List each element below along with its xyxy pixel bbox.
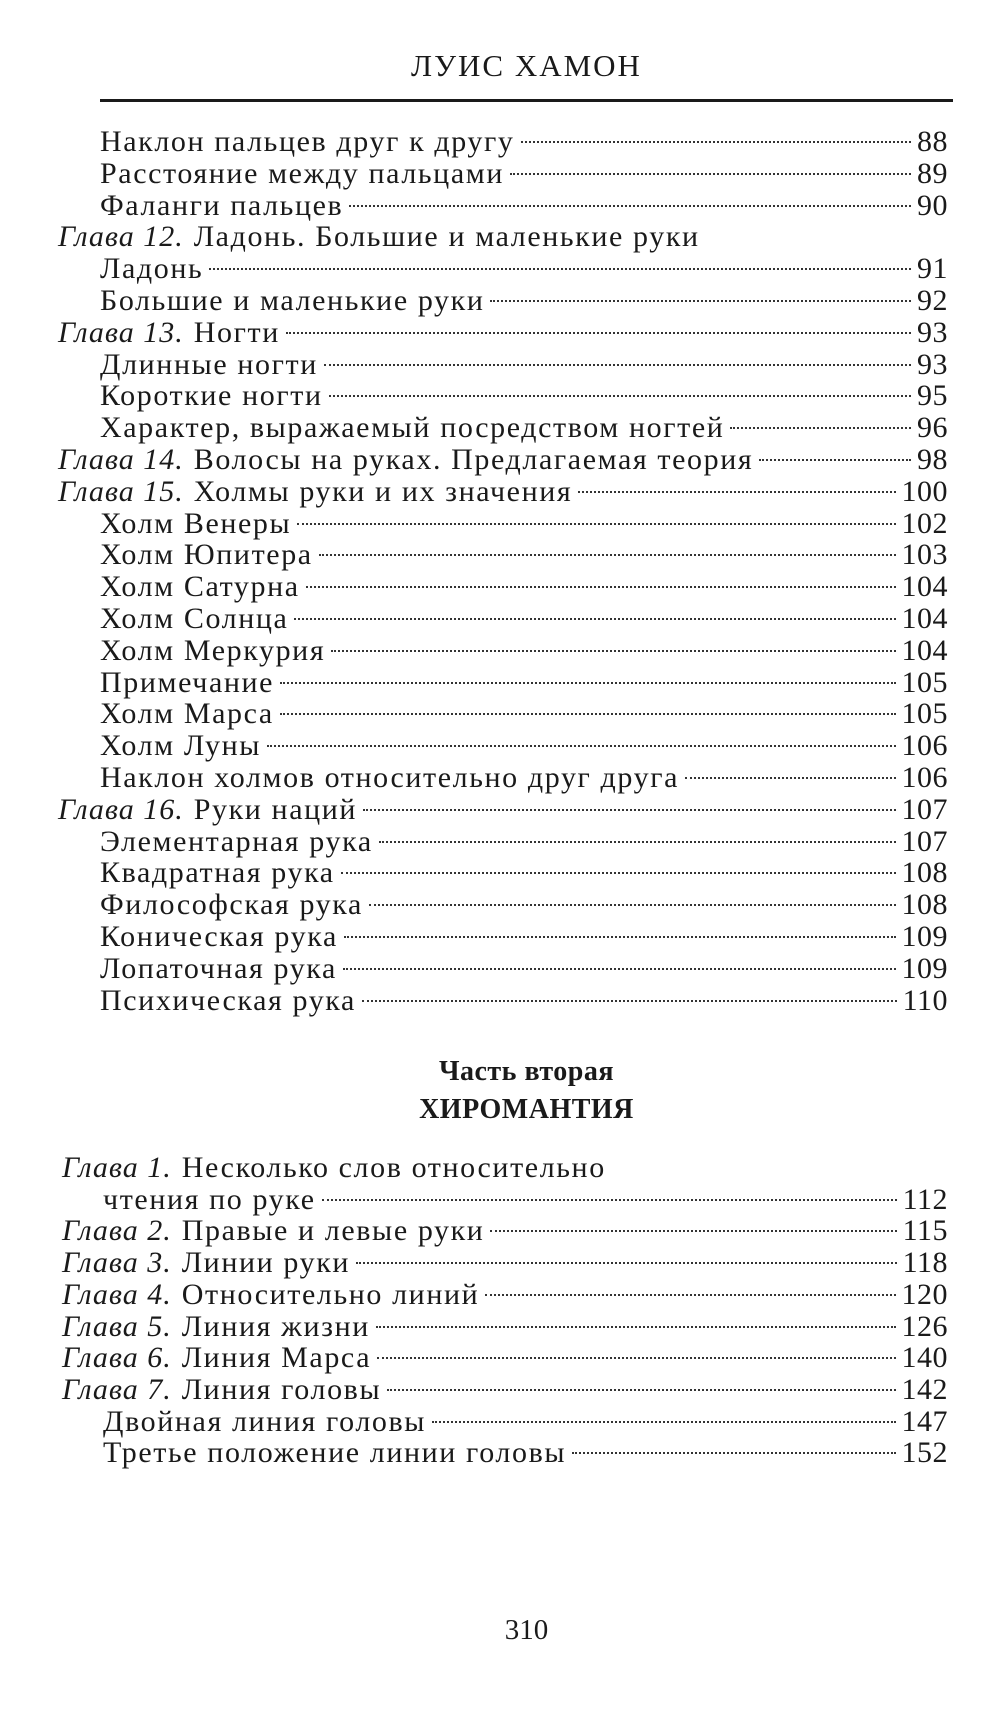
toc-entry-title: Холм Сатурна [100, 570, 300, 604]
toc-entry [58, 315, 948, 351]
toc-entry [62, 1150, 606, 1186]
toc-page-number: 89 [917, 156, 948, 190]
chapter-number: Глава 14. [58, 443, 184, 476]
toc-entry [100, 951, 948, 987]
toc-entry [100, 855, 948, 891]
leader-dots [376, 1326, 896, 1328]
toc-entry-label-group [100, 601, 288, 637]
toc-page-number: 98 [917, 443, 948, 476]
toc-page-number: 103 [901, 538, 948, 572]
toc-entry-title: Линия жизни [181, 1309, 370, 1343]
toc-entry-label-group [100, 156, 504, 192]
leader-dots [485, 1294, 895, 1296]
toc-page-number: 105 [901, 665, 948, 699]
toc-entry-label-group [100, 410, 724, 446]
toc-entry-label-group [100, 824, 373, 860]
toc-page-number: 126 [901, 1309, 948, 1343]
toc-entry-title: Лопаточная рука [100, 951, 337, 985]
toc-entry-label-group [100, 983, 356, 1019]
leader-dots [369, 904, 896, 906]
leader-dots [280, 682, 895, 684]
toc-entry-label-group [100, 919, 338, 955]
chapter-number: Глава 16. [58, 792, 184, 826]
leader-dots [490, 1230, 896, 1232]
toc-entry [103, 1404, 948, 1440]
toc-entry [62, 1277, 948, 1313]
toc-entry-title: Линия Марса [181, 1341, 372, 1375]
toc-page-number: 109 [901, 920, 948, 953]
toc-entry [100, 283, 948, 319]
toc-entry-label-group [100, 537, 313, 573]
toc-entry-label-group [100, 887, 363, 923]
toc-entry-label-group [100, 665, 274, 701]
page-number: 310 [504, 1614, 549, 1646]
leader-dots [306, 586, 896, 588]
toc-page-number: 115 [902, 1214, 948, 1248]
toc-page-number: 104 [901, 570, 948, 604]
toc-page-number: 118 [902, 1246, 948, 1280]
toc-page-number: 104 [901, 602, 948, 635]
toc-entry [62, 1245, 948, 1281]
toc-entry-label-group [100, 506, 291, 542]
toc-page-number: 88 [917, 125, 948, 158]
toc-entry-label-group [62, 1277, 479, 1313]
leader-dots [294, 618, 895, 620]
leader-dots [362, 1000, 897, 1002]
toc-entry-title: Волосы на руках. Предлагаемая теория [193, 443, 754, 476]
toc-entry [100, 919, 948, 955]
toc-page-number: 96 [917, 411, 948, 445]
chapter-number: Глава 2. [62, 1214, 172, 1248]
toc-entry-label-group [100, 283, 484, 319]
leader-dots [521, 141, 911, 143]
toc-entry-label-group [58, 474, 572, 510]
toc-entry [100, 251, 948, 287]
toc-entry [58, 474, 948, 510]
toc-page-number: 104 [901, 633, 948, 667]
toc-entry-title: Ладонь [100, 252, 204, 286]
part-title: ХИРОМАНТИЯ [419, 1094, 634, 1125]
toc-entry-label-group [62, 1213, 484, 1249]
toc-page-number: 93 [917, 315, 948, 349]
toc-entry [103, 1435, 948, 1471]
toc-entry [100, 537, 948, 573]
toc-entry [62, 1309, 948, 1345]
toc-entry-label-group [100, 347, 318, 383]
leader-dots [510, 173, 911, 175]
toc-entry [58, 792, 948, 828]
toc-entry-label-group [100, 728, 261, 764]
toc-entry-title: Коническая рука [100, 920, 338, 953]
toc-entry-title: Примечание [100, 665, 275, 699]
toc-page-number: 110 [902, 983, 948, 1017]
toc-entry-label-group [100, 855, 335, 891]
toc-entry-label-group [100, 188, 343, 224]
toc-page-number: 152 [901, 1436, 948, 1470]
leader-dots [324, 364, 911, 366]
leader-dots [267, 745, 895, 747]
toc-entry [62, 1213, 948, 1249]
toc-entry-title: Философская рука [100, 888, 363, 922]
toc-entry-title: Холм Меркурия [100, 633, 326, 667]
toc-page-number: 91 [917, 252, 948, 286]
toc-page-number: 147 [901, 1404, 948, 1438]
toc-entry-label-group [100, 251, 203, 287]
leader-dots [341, 872, 896, 874]
toc-page-number: 93 [917, 347, 948, 381]
leader-dots [387, 1389, 895, 1391]
leader-dots [286, 332, 911, 334]
toc-entry [62, 1340, 948, 1376]
toc-entry-label-group [58, 442, 753, 478]
chapter-number: Глава 12. [58, 220, 184, 254]
toc-page-number: 112 [902, 1182, 948, 1216]
leader-dots [331, 650, 895, 652]
toc-entry-title: Расстояние между пальцами [100, 156, 504, 190]
leader-dots [280, 713, 896, 715]
leader-dots [356, 1262, 897, 1264]
header-rule [100, 99, 953, 102]
leader-dots [572, 1452, 895, 1454]
toc-entry-label-group [100, 696, 274, 732]
toc-entry [100, 728, 948, 764]
toc-entry-title: Холм Солнца [100, 602, 289, 635]
toc-entry [58, 219, 700, 255]
toc-entry-title: Холмы руки и их значения [193, 474, 573, 508]
toc-entry [100, 887, 948, 923]
toc-entry [100, 378, 948, 414]
toc-entry-title: Наклон пальцев друг к другу [100, 125, 515, 158]
toc-entry-label-group [103, 1404, 426, 1440]
toc-page-number: 106 [901, 761, 948, 794]
leader-dots [490, 300, 911, 302]
toc-entry-title: Холм Венеры [100, 506, 292, 540]
toc-entry-label-group [100, 760, 679, 796]
toc-entry-title: Двойная линия головы [103, 1404, 427, 1438]
chapter-number: Глава 5. [62, 1309, 172, 1343]
toc-entry-title: Элементарная рука [100, 824, 373, 858]
toc-entry-title: Ногти [193, 315, 280, 349]
toc-page-number: 90 [917, 188, 948, 222]
toc-entry-label-group [58, 315, 280, 351]
toc-entry-title: Квадратная рука [100, 856, 335, 890]
toc-page-number: 109 [901, 951, 948, 985]
toc-entry [100, 824, 948, 860]
toc-entry [62, 1372, 948, 1408]
toc-entry-title: Психическая рука [100, 983, 356, 1017]
toc-page-number: 142 [901, 1372, 948, 1406]
leader-dots [379, 841, 896, 843]
toc-page-number: 105 [901, 697, 948, 731]
toc-entry [100, 601, 948, 637]
toc-page-number: 107 [901, 824, 948, 858]
toc-entry-title: Холм Луны [100, 729, 262, 763]
toc-entry-label-group [100, 569, 300, 605]
toc-entry [100, 696, 948, 732]
toc-entry [58, 442, 948, 478]
part-heading: Часть вторая [438, 1056, 615, 1087]
leader-dots [685, 777, 895, 779]
toc-page-number: 102 [901, 506, 948, 540]
chapter-number: Глава 6. [62, 1341, 172, 1375]
toc-entry [100, 983, 948, 1019]
toc-entry-title: Третье положение линии головы [103, 1436, 567, 1470]
toc-entry-title: Ладонь. Большие и маленькие руки [193, 220, 700, 254]
chapter-number: Глава 15. [58, 474, 184, 508]
running-header: ЛУИС ХАМОН [411, 48, 642, 83]
chapter-number: Глава 13. [58, 315, 184, 349]
toc-entry [100, 188, 948, 224]
toc-page-number: 100 [901, 474, 948, 508]
toc-page-number: 106 [901, 729, 948, 763]
toc-entry-title: Руки наций [193, 792, 358, 826]
toc-entry [100, 347, 948, 383]
toc-entry-title: Несколько слов относительно [181, 1151, 606, 1184]
toc-entry-title: Правые и левые руки [181, 1214, 485, 1248]
toc-entry-title: Фаланги пальцев [100, 188, 344, 222]
toc-entry-title: Длинные ногти [100, 347, 318, 381]
chapter-number: Глава 4. [62, 1277, 172, 1311]
toc-entry-label-group [62, 1245, 350, 1281]
leader-dots [432, 1421, 895, 1423]
toc-entry [100, 760, 948, 796]
toc-page-number: 107 [901, 792, 948, 826]
toc-entry [103, 1182, 948, 1218]
toc-entry-title: Короткие ногти [100, 379, 323, 413]
toc-entry-label-group [62, 1340, 371, 1376]
toc-entry-label-group [58, 219, 700, 255]
toc-entry-title: Линии руки [181, 1246, 351, 1280]
toc-entry [100, 410, 948, 446]
toc-entry-label-group [58, 792, 357, 828]
toc-entry [100, 633, 948, 669]
toc-entry [100, 569, 948, 605]
toc-page-number: 140 [901, 1341, 948, 1375]
leader-dots [377, 1357, 895, 1359]
leader-dots [344, 936, 896, 938]
leader-dots [209, 268, 911, 270]
leader-dots [343, 968, 896, 970]
chapter-number: Глава 3. [62, 1246, 172, 1280]
leader-dots [322, 1199, 897, 1201]
toc-entry-title: Наклон холмов относительно друг друга [100, 761, 680, 794]
toc-page-number: 92 [917, 284, 948, 317]
toc-entry-title: Линия головы [181, 1372, 382, 1406]
toc-entry-label-group [62, 1150, 606, 1186]
toc-entry-label-group [62, 1309, 370, 1345]
toc-entry-label-group [103, 1182, 316, 1218]
toc-entry-label-group [62, 1372, 381, 1408]
chapter-number: Глава 7. [62, 1372, 172, 1406]
toc-entry-title: чтения по руке [103, 1182, 316, 1216]
toc-page-number: 108 [901, 888, 948, 922]
toc-entry-label-group [103, 1435, 566, 1471]
toc-entry-label-group [100, 633, 325, 669]
toc-entry-label-group [100, 951, 337, 987]
toc-entry [100, 665, 948, 701]
leader-dots [730, 427, 911, 429]
leader-dots [363, 809, 895, 811]
toc-entry-title: Холм Юпитера [100, 538, 313, 572]
toc-entry-title: Характер, выражаемый посредством ногтей [100, 411, 725, 445]
chapter-number: Глава 1. [62, 1151, 172, 1184]
toc-entry-label-group [100, 378, 323, 414]
leader-dots [319, 554, 896, 556]
toc-entry [100, 506, 948, 542]
toc-page-number: 95 [917, 379, 948, 413]
toc-entry-title: Холм Марса [100, 697, 274, 731]
toc-page-number: 108 [901, 856, 948, 890]
toc-entry [100, 124, 948, 160]
leader-dots [329, 395, 911, 397]
toc-entry [100, 156, 948, 192]
leader-dots [297, 523, 895, 525]
leader-dots [349, 205, 911, 207]
toc-page-number: 120 [901, 1277, 948, 1311]
leader-dots [759, 459, 911, 461]
toc-entry-label-group [100, 124, 515, 160]
leader-dots [578, 491, 895, 493]
toc-entry-title: Относительно линий [181, 1277, 480, 1311]
toc-entry-title: Большие и маленькие руки [100, 284, 485, 317]
